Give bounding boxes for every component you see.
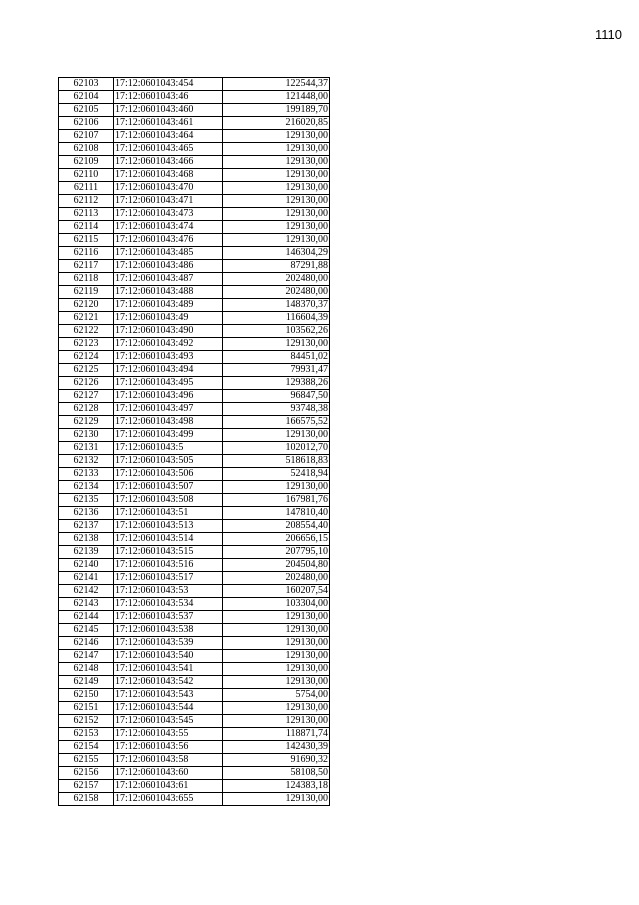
cadastral-value-cell: 129130,00 [223,429,330,442]
row-number-cell: 62136 [59,507,114,520]
table-row [59,156,330,169]
row-number-cell: 62126 [59,377,114,390]
cadastral-number-cell: 17:12:0601043:473 [114,208,223,221]
cadastral-number-cell: 17:12:0601043:485 [114,247,223,260]
table-row [59,572,330,585]
cadastral-number-cell: 17:12:0601043:474 [114,221,223,234]
cadastral-number-cell: 17:12:0601043:60 [114,767,223,780]
table-row [59,624,330,637]
row-number-cell: 62148 [59,663,114,676]
row-number-cell: 62133 [59,468,114,481]
table-row [59,611,330,624]
table-row [59,299,330,312]
cadastral-number-cell: 17:12:0601043:537 [114,611,223,624]
cadastral-number-cell: 17:12:0601043:5 [114,442,223,455]
row-number-cell: 62132 [59,455,114,468]
cadastral-value-cell: 129130,00 [223,611,330,624]
table-row [59,377,330,390]
row-number-cell: 62103 [59,78,114,91]
row-number-cell: 62143 [59,598,114,611]
cadastral-value-cell: 129130,00 [223,182,330,195]
row-number-cell: 62106 [59,117,114,130]
table-row [59,546,330,559]
table-row [59,273,330,286]
cadastral-number-cell: 17:12:0601043:492 [114,338,223,351]
table-row [59,221,330,234]
cadastral-value-cell: 91690,32 [223,754,330,767]
cadastral-value-cell: 87291,88 [223,260,330,273]
table-row [59,195,330,208]
table-row [59,728,330,741]
cadastral-number-cell: 17:12:0601043:544 [114,702,223,715]
table-row [59,741,330,754]
row-number-cell: 62153 [59,728,114,741]
cadastral-number-cell: 17:12:0601043:507 [114,481,223,494]
cadastral-value-cell: 129130,00 [223,156,330,169]
row-number-cell: 62147 [59,650,114,663]
cadastral-value-cell: 206656,15 [223,533,330,546]
table-row [59,390,330,403]
table-row [59,312,330,325]
row-number-cell: 62158 [59,793,114,806]
cadastral-value-table [58,77,330,806]
cadastral-value-cell: 129130,00 [223,650,330,663]
cadastral-value-cell: 124383,18 [223,780,330,793]
table-row [59,663,330,676]
table-row [59,585,330,598]
cadastral-value-cell: 129130,00 [223,234,330,247]
table-row [59,780,330,793]
table-row [59,559,330,572]
row-number-cell: 62134 [59,481,114,494]
cadastral-value-cell: 518618,83 [223,455,330,468]
table-row [59,286,330,299]
cadastral-value-cell: 129130,00 [223,624,330,637]
table-row [59,325,330,338]
cadastral-number-cell: 17:12:0601043:498 [114,416,223,429]
table-row [59,715,330,728]
row-number-cell: 62107 [59,130,114,143]
cadastral-value-cell: 129130,00 [223,715,330,728]
row-number-cell: 62117 [59,260,114,273]
row-number-cell: 62122 [59,325,114,338]
row-number-cell: 62155 [59,754,114,767]
table-row [59,767,330,780]
table-body [59,78,330,806]
cadastral-value-cell: 160207,54 [223,585,330,598]
cadastral-number-cell: 17:12:0601043:495 [114,377,223,390]
cadastral-number-cell: 17:12:0601043:55 [114,728,223,741]
row-number-cell: 62120 [59,299,114,312]
cadastral-number-cell: 17:12:0601043:513 [114,520,223,533]
cadastral-number-cell: 17:12:0601043:496 [114,390,223,403]
row-number-cell: 62135 [59,494,114,507]
row-number-cell: 62118 [59,273,114,286]
table-row [59,468,330,481]
row-number-cell: 62127 [59,390,114,403]
cadastral-value-cell: 129388,26 [223,377,330,390]
table-row [59,260,330,273]
table-row [59,91,330,104]
row-number-cell: 62150 [59,689,114,702]
page-number: 1110 [595,27,622,42]
cadastral-number-cell: 17:12:0601043:486 [114,260,223,273]
cadastral-value-cell: 103562,26 [223,325,330,338]
cadastral-value-cell: 122544,37 [223,78,330,91]
cadastral-value-cell: 166575,52 [223,416,330,429]
table-row [59,247,330,260]
table-row [59,403,330,416]
row-number-cell: 62152 [59,715,114,728]
cadastral-number-cell: 17:12:0601043:539 [114,637,223,650]
row-number-cell: 62110 [59,169,114,182]
table-row [59,793,330,806]
row-number-cell: 62113 [59,208,114,221]
cadastral-value-cell: 129130,00 [223,221,330,234]
row-number-cell: 62131 [59,442,114,455]
cadastral-value-cell: 146304,29 [223,247,330,260]
cadastral-value-cell: 118871,74 [223,728,330,741]
cadastral-value-cell: 129130,00 [223,481,330,494]
cadastral-number-cell: 17:12:0601043:466 [114,156,223,169]
cadastral-value-cell: 79931,47 [223,364,330,377]
row-number-cell: 62123 [59,338,114,351]
cadastral-value-cell: 202480,00 [223,273,330,286]
table-row [59,754,330,767]
table-row [59,416,330,429]
row-number-cell: 62149 [59,676,114,689]
cadastral-value-cell: 129130,00 [223,663,330,676]
cadastral-number-cell: 17:12:0601043:505 [114,455,223,468]
cadastral-number-cell: 17:12:0601043:49 [114,312,223,325]
table-row [59,364,330,377]
cadastral-number-cell: 17:12:0601043:516 [114,559,223,572]
table-row [59,520,330,533]
table-row [59,455,330,468]
cadastral-value-cell: 167981,76 [223,494,330,507]
cadastral-number-cell: 17:12:0601043:514 [114,533,223,546]
cadastral-number-cell: 17:12:0601043:493 [114,351,223,364]
cadastral-value-cell: 202480,00 [223,286,330,299]
row-number-cell: 62115 [59,234,114,247]
table-row [59,494,330,507]
table-row [59,702,330,715]
table-row [59,442,330,455]
cadastral-value-cell: 204504,80 [223,559,330,572]
cadastral-number-cell: 17:12:0601043:46 [114,91,223,104]
cadastral-number-cell: 17:12:0601043:465 [114,143,223,156]
cadastral-value-cell: 129130,00 [223,702,330,715]
row-number-cell: 62108 [59,143,114,156]
row-number-cell: 62139 [59,546,114,559]
table-row [59,117,330,130]
row-number-cell: 62104 [59,91,114,104]
table-row [59,104,330,117]
cadastral-value-cell: 103304,00 [223,598,330,611]
cadastral-number-cell: 17:12:0601043:542 [114,676,223,689]
row-number-cell: 62156 [59,767,114,780]
cadastral-value-cell: 129130,00 [223,169,330,182]
cadastral-value-cell: 142430,39 [223,741,330,754]
table-row [59,637,330,650]
table-row [59,169,330,182]
row-number-cell: 62157 [59,780,114,793]
cadastral-value-cell: 147810,40 [223,507,330,520]
table-row [59,234,330,247]
cadastral-number-cell: 17:12:0601043:61 [114,780,223,793]
table-row [59,507,330,520]
row-number-cell: 62137 [59,520,114,533]
row-number-cell: 62144 [59,611,114,624]
table-row [59,689,330,702]
cadastral-number-cell: 17:12:0601043:534 [114,598,223,611]
row-number-cell: 62141 [59,572,114,585]
cadastral-value-cell: 216020,85 [223,117,330,130]
cadastral-number-cell: 17:12:0601043:541 [114,663,223,676]
cadastral-number-cell: 17:12:0601043:538 [114,624,223,637]
cadastral-value-cell: 129130,00 [223,143,330,156]
cadastral-value-cell: 52418,94 [223,468,330,481]
cadastral-number-cell: 17:12:0601043:53 [114,585,223,598]
cadastral-number-cell: 17:12:0601043:490 [114,325,223,338]
cadastral-number-cell: 17:12:0601043:517 [114,572,223,585]
row-number-cell: 62121 [59,312,114,325]
cadastral-number-cell: 17:12:0601043:497 [114,403,223,416]
row-number-cell: 62140 [59,559,114,572]
table-row [59,481,330,494]
row-number-cell: 62109 [59,156,114,169]
cadastral-value-cell: 199189,70 [223,104,330,117]
table-row [59,650,330,663]
cadastral-value-cell: 129130,00 [223,676,330,689]
cadastral-number-cell: 17:12:0601043:487 [114,273,223,286]
table-row [59,78,330,91]
cadastral-number-cell: 17:12:0601043:470 [114,182,223,195]
cadastral-number-cell: 17:12:0601043:460 [114,104,223,117]
cadastral-number-cell: 17:12:0601043:468 [114,169,223,182]
row-number-cell: 62145 [59,624,114,637]
row-number-cell: 62154 [59,741,114,754]
cadastral-value-cell: 129130,00 [223,793,330,806]
row-number-cell: 62111 [59,182,114,195]
cadastral-number-cell: 17:12:0601043:499 [114,429,223,442]
cadastral-value-cell: 129130,00 [223,637,330,650]
row-number-cell: 62124 [59,351,114,364]
table-row [59,429,330,442]
cadastral-value-cell: 84451,02 [223,351,330,364]
table-row [59,351,330,364]
cadastral-value-cell: 202480,00 [223,572,330,585]
cadastral-value-cell: 58108,50 [223,767,330,780]
table-row [59,130,330,143]
cadastral-number-cell: 17:12:0601043:545 [114,715,223,728]
cadastral-number-cell: 17:12:0601043:515 [114,546,223,559]
table-row [59,598,330,611]
row-number-cell: 62138 [59,533,114,546]
cadastral-number-cell: 17:12:0601043:471 [114,195,223,208]
table-row [59,143,330,156]
cadastral-number-cell: 17:12:0601043:58 [114,754,223,767]
table-row [59,208,330,221]
cadastral-number-cell: 17:12:0601043:464 [114,130,223,143]
row-number-cell: 62128 [59,403,114,416]
row-number-cell: 62119 [59,286,114,299]
cadastral-number-cell: 17:12:0601043:454 [114,78,223,91]
table-row [59,338,330,351]
cadastral-number-cell: 17:12:0601043:508 [114,494,223,507]
table-row [59,182,330,195]
row-number-cell: 62142 [59,585,114,598]
cadastral-number-cell: 17:12:0601043:506 [114,468,223,481]
cadastral-value-cell: 129130,00 [223,338,330,351]
row-number-cell: 62146 [59,637,114,650]
cadastral-number-cell: 17:12:0601043:489 [114,299,223,312]
row-number-cell: 62116 [59,247,114,260]
cadastral-value-cell: 102012,70 [223,442,330,455]
cadastral-value-cell: 148370,37 [223,299,330,312]
cadastral-number-cell: 17:12:0601043:543 [114,689,223,702]
cadastral-number-cell: 17:12:0601043:488 [114,286,223,299]
cadastral-number-cell: 17:12:0601043:476 [114,234,223,247]
cadastral-value-cell: 129130,00 [223,208,330,221]
row-number-cell: 62129 [59,416,114,429]
cadastral-value-cell: 5754,00 [223,689,330,702]
table-row [59,676,330,689]
cadastral-number-cell: 17:12:0601043:51 [114,507,223,520]
row-number-cell: 62151 [59,702,114,715]
row-number-cell: 62114 [59,221,114,234]
cadastral-number-cell: 17:12:0601043:540 [114,650,223,663]
cadastral-value-cell: 93748,38 [223,403,330,416]
cadastral-value-cell: 208554,40 [223,520,330,533]
row-number-cell: 62130 [59,429,114,442]
row-number-cell: 62112 [59,195,114,208]
table-row [59,533,330,546]
cadastral-value-cell: 129130,00 [223,130,330,143]
cadastral-value-cell: 116604,39 [223,312,330,325]
cadastral-value-cell: 207795,10 [223,546,330,559]
cadastral-number-cell: 17:12:0601043:461 [114,117,223,130]
row-number-cell: 62125 [59,364,114,377]
cadastral-value-cell: 96847,50 [223,390,330,403]
cadastral-value-cell: 121448,00 [223,91,330,104]
cadastral-number-cell: 17:12:0601043:494 [114,364,223,377]
row-number-cell: 62105 [59,104,114,117]
cadastral-value-cell: 129130,00 [223,195,330,208]
cadastral-number-cell: 17:12:0601043:655 [114,793,223,806]
cadastral-number-cell: 17:12:0601043:56 [114,741,223,754]
